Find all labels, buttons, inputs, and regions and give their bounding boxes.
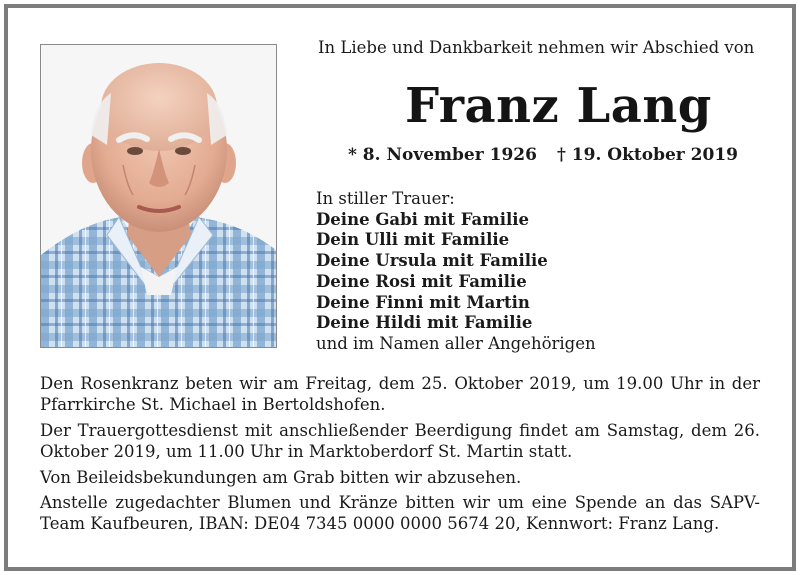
mourner-line: Deine Gabi mit Familie: [316, 209, 530, 229]
mourners-lead: In stiller Trauer:: [316, 189, 455, 208]
rosary-paragraph: Den Rosenkranz beten wir am Freitag, dem 25. Oktober 2019, um 19.00 Uhr in der Pfarrkirche St. Michael in Bertoldshofen.: [40, 374, 760, 414]
birth-date: * 8. November 1926: [348, 145, 537, 165]
mourner-line: Deine Finni mit Martin: [316, 292, 530, 312]
death-date: † 19. Oktober 2019: [557, 145, 738, 165]
mourner-line: Dein Ulli mit Familie: [316, 230, 510, 250]
mourner-line: Deine Ursula mit Familie: [316, 251, 548, 271]
condolence-paragraph: Von Beileidsbekundungen am Grab bitten wir abzusehen.: [40, 468, 522, 487]
mourners-block: [316, 189, 596, 355]
donation-paragraph: Anstelle zugedachter Blumen und Kränze bitten wir um eine Spende an das SAPV-Team Kaufbeuren, IBAN: DE04 7345 0000 0000 5674 20, Kennwort: Franz Lang.: [40, 493, 760, 533]
mourner-line: Deine Rosi mit Familie: [316, 271, 527, 291]
mourner-line: Deine Hildi mit Familie: [316, 313, 533, 333]
deceased-name: Franz Lang: [405, 78, 712, 134]
intro-line: In Liebe und Dankbarkeit nehmen wir Abschied von: [318, 38, 755, 57]
mourners-closing: und im Namen aller Angehörigen: [316, 333, 596, 353]
funeral-paragraph: Der Trauergottesdienst mit anschließender Beerdigung findet am Samstag, dem 26. Oktober 2019, um 11.00 Uhr in Marktoberdorf St. Martin statt.: [40, 421, 760, 461]
portrait-photo: [40, 44, 277, 348]
